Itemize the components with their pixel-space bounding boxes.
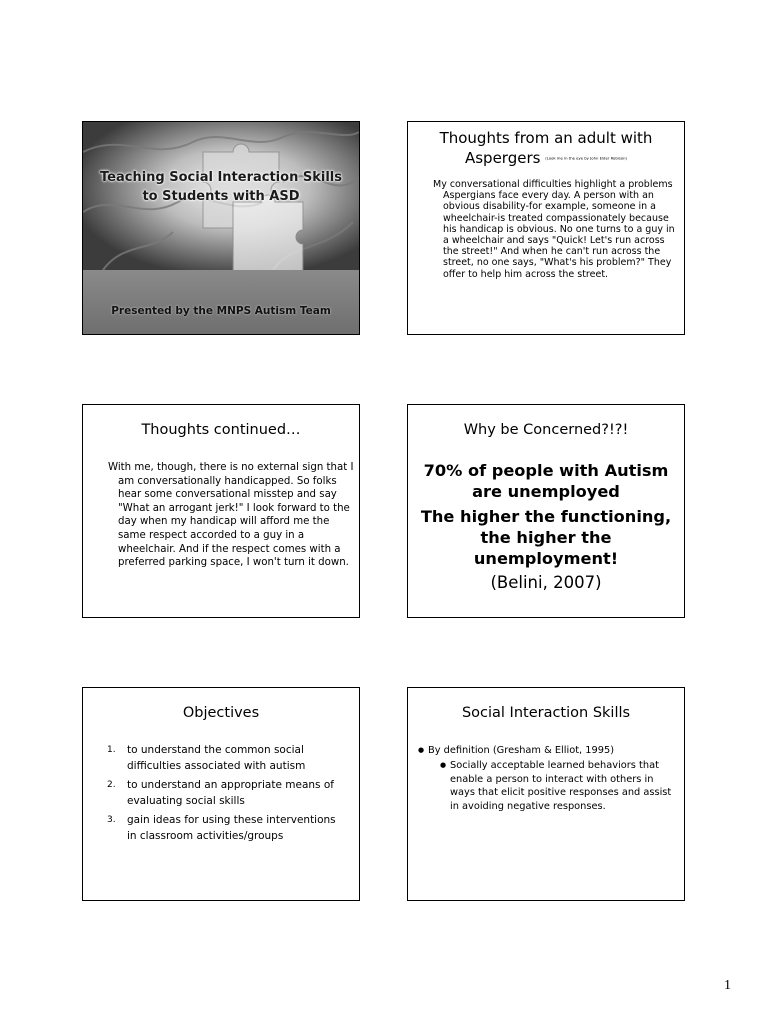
bullet-item: [418, 744, 678, 757]
slide-title: Why be Concerned?!?!: [463, 422, 629, 438]
list-number: 2.: [107, 780, 116, 790]
slide-6: [407, 687, 685, 901]
list-item-text: gain ideas for using these interventions in classroom activities/groups: [127, 814, 336, 842]
citation: (Belini, 2007): [490, 573, 602, 592]
page-number: 1: [724, 978, 731, 993]
slide-title: Social Interaction Skills: [461, 705, 631, 721]
list-item: [107, 813, 347, 844]
slide-title: Teaching Social Interaction Skills to Students with ASD: [100, 170, 342, 204]
list-item-text: to understand an appropriate means of evaluating social skills: [127, 779, 334, 807]
title-line-2-text: Aspergers: [464, 149, 541, 167]
title-line-2: [408, 148, 684, 169]
slide-title: Objectives: [182, 705, 260, 721]
list-item: [107, 778, 347, 809]
bullet-text: By definition (Gresham & Elliot, 1995): [428, 745, 615, 756]
list-number: 3.: [107, 815, 116, 825]
statistic-text: 70% of people with Autism are unemployed: [423, 461, 669, 501]
bullet-text: Socially acceptable learned behaviors that enable a person to interact with others in ways that elicit positive responses and assist in avoiding negative responses.: [450, 760, 672, 812]
slide-3: [82, 404, 360, 618]
slide-4: [407, 404, 685, 618]
title-line-1: Thoughts from an adult with: [439, 129, 653, 147]
slide-subtitle: Presented by the MNPS Autism Team: [111, 305, 331, 317]
slide-5: [82, 687, 360, 901]
slide-title: [408, 128, 684, 169]
objectives-list: [107, 743, 347, 848]
bullet-icon: ●: [440, 761, 447, 769]
unemployment-note: The higher the functioning, the higher the unemployment!: [420, 507, 672, 568]
book-credit: (Look me in the eye by John Elder Robison): [545, 155, 628, 161]
sub-bullet-item: [440, 759, 678, 813]
slide-body: My conversational difficulties highlight a problems Aspergians face every day. A person with an obvious disability-for example, someone in a wheelchair-is treated compassionately because his handicap is obvious. No one turns to a guy in a wheelchair and says "Quick! Let's run across the street!" And when he can't run across the street, no one says, "What's his problem?" They offer to help him across the street.: [433, 179, 675, 280]
list-item-text: to understand the common social difficulties associated with autism: [127, 744, 306, 772]
bullet-icon: ●: [418, 746, 425, 754]
list-number: 1.: [107, 745, 116, 755]
list-item: [107, 743, 347, 774]
slide-body: With me, though, there is no external sign that I am conversationally handicapped. So folks hear some conversational misstep and say "What an arrogant jerk!" I look forward to the day when my handicap will afford me the same respect accorded to a guy in a wheelchair. And if the respect comes with a preferred parking space, I won't turn it down.: [108, 462, 354, 569]
slide-1: [82, 121, 360, 335]
slide-2: [407, 121, 685, 335]
slide-footer-band: [83, 270, 359, 334]
slide-title: Thoughts continued…: [141, 422, 301, 438]
